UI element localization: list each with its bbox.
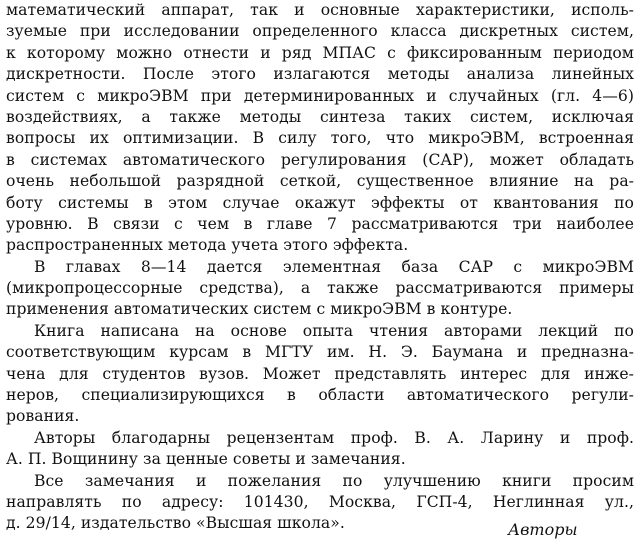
text-line: очень небольшой разрядной сеткой, существенное влияние на ра- [6,172,634,191]
text-line: применения автоматических систем с микроЭВМ в контуре. [6,300,513,319]
signature-authors: Авторы [508,520,578,539]
text-line: Книга написана на основе опыта чтения авторами лекций по [34,321,634,340]
text-line: Все замечания и пожелания по улучшению книги просим [34,471,634,490]
text-line: боту системы в этом случае окажут эффекты от квантования по [6,193,634,212]
text-line: зуемые при исследовании определенного класса дискретных систем, [6,22,634,41]
text-line: уровню. В связи с чем в главе 7 рассматриваются три наиболее [6,214,634,233]
text-line: в системах автоматического регулирования (САР), может обладать [6,150,634,169]
body-text [6,0,634,535]
text-line: вопросы их оптимизации. В силу того, что микроЭВМ, встроенная [6,129,634,148]
text-line: математический аппарат, так и основные характеристики, исполь- [6,1,634,19]
text-line: А. П. Вощинину за ценные советы и замечания. [6,450,406,469]
text-line: Авторы благодарны рецензентам проф. В. А. Ларину и проф. [34,428,634,447]
text-line: соответствующим курсам в МГТУ им. Н. Э. Баумана и предназна- [6,343,634,362]
text-line: к которому можно отнести и ряд МПАС с фиксированным периодом [6,43,634,62]
text-line: рования. [6,407,80,426]
text-line: воздействиях, а также методы синтеза таких систем, исключая [6,107,634,126]
text-line: (микропроцессорные средства), а также рассматриваются примеры [6,279,634,298]
text-line: д. 29/14, издательство «Высшая школа». [6,514,345,533]
text-line: В главах 8—14 дается элементная база САР с микроЭВМ [34,257,634,276]
text-line: распространенных метода учета этого эффекта. [6,236,409,255]
text-line: дискретности. После этого излагаются методы анализа линейных [6,65,634,84]
text-line: чена для студентов вузов. Может представлять интерес для инже- [6,364,634,383]
text-line: направлять по адресу: 101430, Москва, ГСП-4, Неглинная ул., [6,492,634,511]
text-line: неров, специализирующихся в области автоматического регули- [6,386,634,405]
text-line: систем с микроЭВМ при детерминированных и случайных (гл. 4—6) [6,86,634,105]
